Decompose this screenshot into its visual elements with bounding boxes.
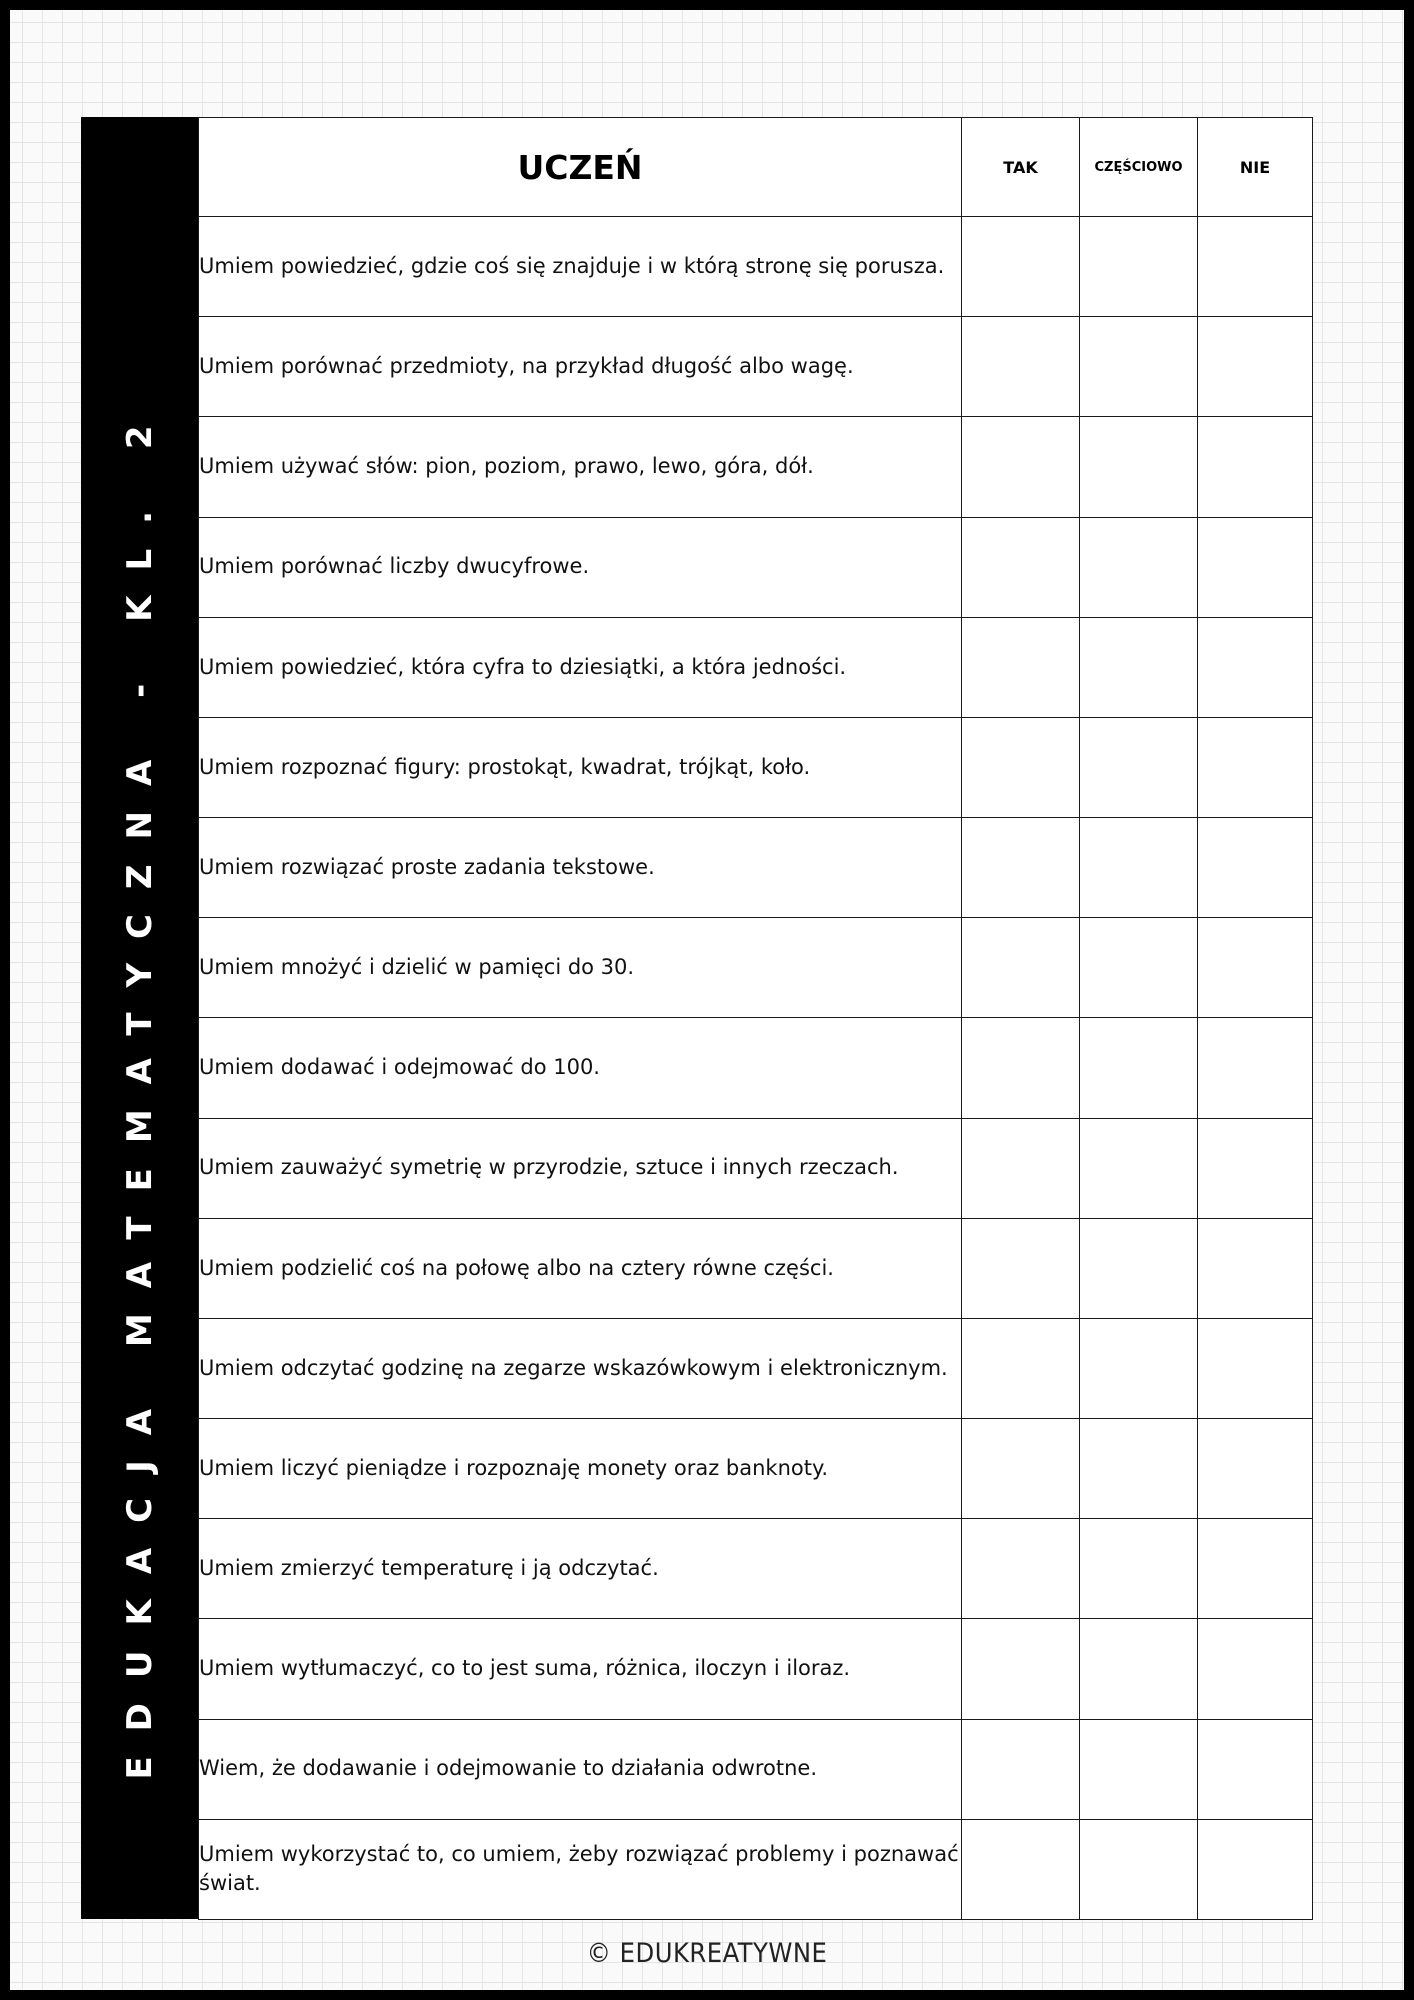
skill-row (199, 1218, 1313, 1318)
skill-row (199, 1419, 1313, 1519)
skill-row (199, 317, 1313, 417)
cell-partly[interactable] (1080, 1419, 1198, 1519)
cell-yes[interactable] (962, 1118, 1080, 1218)
footer-copyright: © EDUKREATYWNE (586, 1938, 828, 1969)
cell-no[interactable] (1198, 217, 1313, 317)
cell-partly[interactable] (1080, 417, 1198, 517)
skill-text: Umiem dodawać i odejmować do 100. (199, 1018, 962, 1118)
header-student: UCZEŃ (199, 118, 962, 217)
skills-body (199, 217, 1313, 1920)
cell-partly[interactable] (1080, 517, 1198, 617)
skill-text: Umiem wykorzystać to, co umiem, żeby rozwiązać problemy i poznawać świat. (199, 1819, 962, 1919)
side-title: EDUKACJA MATEMATYCZNA - KL. 2 (120, 400, 160, 1780)
cell-no[interactable] (1198, 617, 1313, 717)
skill-row (199, 1819, 1313, 1919)
cell-yes[interactable] (962, 1519, 1080, 1619)
skill-row (199, 617, 1313, 717)
cell-yes[interactable] (962, 217, 1080, 317)
skill-text: Umiem podzielić coś na połowę albo na cztery równe części. (199, 1218, 962, 1318)
skill-text: Umiem rozpoznać figury: prostokąt, kwadrat, trójkąt, koło. (199, 717, 962, 817)
skill-text: Umiem rozwiązać proste zadania tekstowe. (199, 818, 962, 918)
cell-partly[interactable] (1080, 317, 1198, 417)
skill-row (199, 1118, 1313, 1218)
cell-yes[interactable] (962, 1419, 1080, 1519)
cell-yes[interactable] (962, 1318, 1080, 1418)
cell-yes[interactable] (962, 818, 1080, 918)
cell-no[interactable] (1198, 1819, 1313, 1919)
cell-partly[interactable] (1080, 1719, 1198, 1819)
skill-row (199, 1719, 1313, 1819)
cell-no[interactable] (1198, 818, 1313, 918)
cell-yes[interactable] (962, 517, 1080, 617)
skill-row (199, 417, 1313, 517)
cell-partly[interactable] (1080, 717, 1198, 817)
cell-yes[interactable] (962, 1719, 1080, 1819)
cell-no[interactable] (1198, 1519, 1313, 1619)
cell-yes[interactable] (962, 918, 1080, 1018)
header-row (199, 118, 1313, 217)
cell-partly[interactable] (1080, 918, 1198, 1018)
cell-yes[interactable] (962, 717, 1080, 817)
skill-row (199, 217, 1313, 317)
cell-no[interactable] (1198, 1719, 1313, 1819)
skill-row (199, 1318, 1313, 1418)
cell-yes[interactable] (962, 317, 1080, 417)
skill-row (199, 818, 1313, 918)
cell-partly[interactable] (1080, 1318, 1198, 1418)
skill-text: Umiem mnożyć i dzielić w pamięci do 30. (199, 918, 962, 1018)
skills-checklist-table (198, 117, 1313, 1920)
header-no: NIE (1198, 118, 1313, 217)
cell-yes[interactable] (962, 1218, 1080, 1318)
skill-row (199, 1619, 1313, 1719)
cell-no[interactable] (1198, 517, 1313, 617)
skill-text: Umiem porównać liczby dwucyfrowe. (199, 517, 962, 617)
cell-no[interactable] (1198, 1619, 1313, 1719)
cell-yes[interactable] (962, 1619, 1080, 1719)
header-yes: TAK (962, 118, 1080, 217)
skill-row (199, 1519, 1313, 1619)
skill-text: Umiem używać słów: pion, poziom, prawo, lewo, góra, dół. (199, 417, 962, 517)
skill-text: Umiem powiedzieć, gdzie coś się znajduje i w którą stronę się porusza. (199, 217, 962, 317)
cell-no[interactable] (1198, 317, 1313, 417)
skill-text: Umiem zmierzyć temperaturę i ją odczytać. (199, 1519, 962, 1619)
skill-text: Umiem liczyć pieniądze i rozpoznaję monety oraz banknoty. (199, 1419, 962, 1519)
skill-row (199, 517, 1313, 617)
cell-yes[interactable] (962, 617, 1080, 717)
skill-row (199, 1018, 1313, 1118)
cell-yes[interactable] (962, 1819, 1080, 1919)
cell-partly[interactable] (1080, 617, 1198, 717)
cell-no[interactable] (1198, 918, 1313, 1018)
skill-text: Umiem wytłumaczyć, co to jest suma, różnica, iloczyn i iloraz. (199, 1619, 962, 1719)
header-partly: CZĘŚCIOWO (1080, 118, 1198, 217)
cell-no[interactable] (1198, 1118, 1313, 1218)
cell-yes[interactable] (962, 1018, 1080, 1118)
cell-yes[interactable] (962, 417, 1080, 517)
cell-partly[interactable] (1080, 1118, 1198, 1218)
cell-no[interactable] (1198, 1419, 1313, 1519)
cell-partly[interactable] (1080, 818, 1198, 918)
skill-text: Umiem powiedzieć, która cyfra to dziesiątki, a która jedności. (199, 617, 962, 717)
cell-partly[interactable] (1080, 217, 1198, 317)
skill-text: Umiem odczytać godzinę na zegarze wskazówkowym i elektronicznym. (199, 1318, 962, 1418)
skill-text: Umiem zauważyć symetrię w przyrodzie, sztuce i innych rzeczach. (199, 1118, 962, 1218)
skill-row (199, 918, 1313, 1018)
cell-partly[interactable] (1080, 1819, 1198, 1919)
cell-no[interactable] (1198, 1018, 1313, 1118)
cell-partly[interactable] (1080, 1218, 1198, 1318)
cell-no[interactable] (1198, 717, 1313, 817)
cell-partly[interactable] (1080, 1519, 1198, 1619)
skill-text: Umiem porównać przedmioty, na przykład długość albo wagę. (199, 317, 962, 417)
skill-row (199, 717, 1313, 817)
cell-partly[interactable] (1080, 1018, 1198, 1118)
cell-no[interactable] (1198, 1218, 1313, 1318)
cell-no[interactable] (1198, 417, 1313, 517)
cell-no[interactable] (1198, 1318, 1313, 1418)
cell-partly[interactable] (1080, 1619, 1198, 1719)
skill-text: Wiem, że dodawanie i odejmowanie to działania odwrotne. (199, 1719, 962, 1819)
